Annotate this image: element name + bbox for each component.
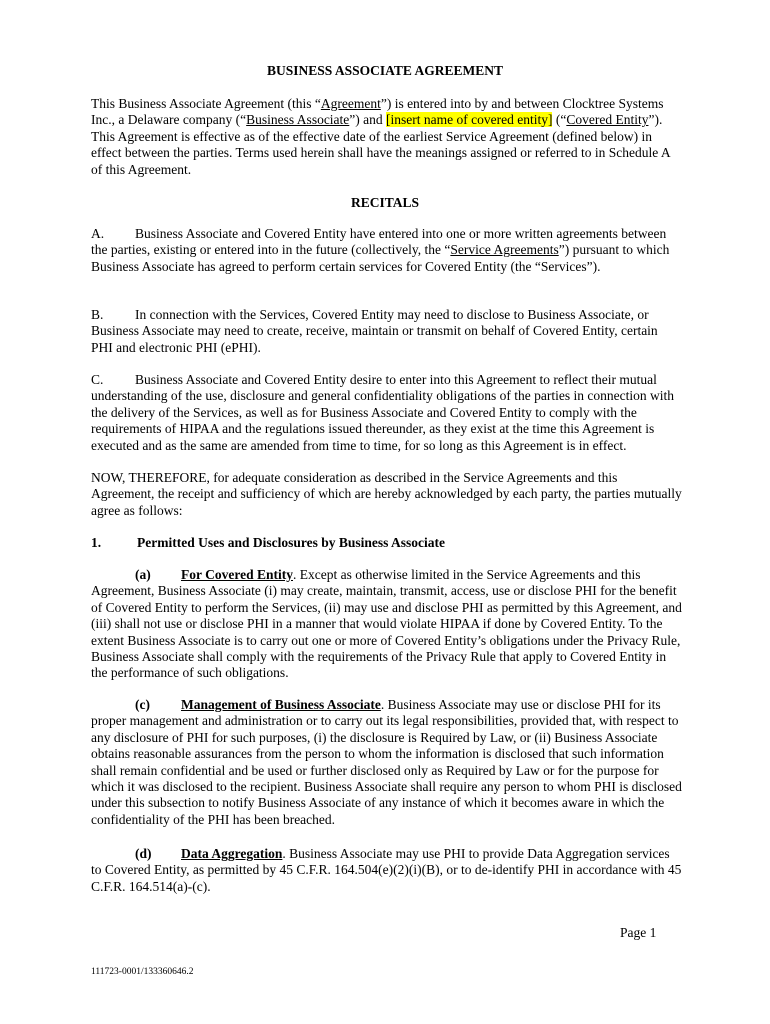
paragraph-d-label: (d)	[135, 846, 152, 861]
recital-a-label: A.	[91, 226, 105, 241]
section-1-heading	[91, 535, 682, 551]
recital-c	[91, 372, 682, 454]
paragraph-d-text: . Business Associate may use PHI to provide Data Aggregation services to Covered Entity, as permitted by 45 C.F.R. 164.504(e)(2)(i)(B), or to de-identify PHI in accordance with 45 C.F.R. 164.514(a)-(c).	[91, 846, 682, 894]
agreement-defined-term: Agreement	[320, 96, 381, 111]
document-title: BUSINESS ASSOCIATE AGREEMENT	[266, 63, 504, 78]
paragraph-c-label: (c)	[135, 697, 150, 712]
recital-b-text: In connection with the Services, Covered Entity may need to disclose to Business Associate, or Business Associate may need to create, receive, maintain or transmit on behalf of Covered Entity, certain PHI and electronic PHI (ePHI).	[91, 307, 658, 355]
recital-b	[91, 307, 682, 356]
paragraph-c-text: . Business Associate may use or disclose PHI for its proper management and administration or to carry out its legal responsibilities, provided that, with respect to any disclosure of PHI for such purposes, (i) the disclosure is Required by Law, or (ii) Business Associate obtains reasonable assurances from the person to whom the information is disclosed that such information shall remain confidential and be used or further disclosed only as Required by Law or for the purpose for which it was disclosed to the recipient. Business Associate shall require any person to whom PHI is disclosed under this subsection to notify Business Associate of any instance of which it becomes aware in which the confidentiality of the PHI has been breached.	[91, 697, 682, 827]
recital-b-label: B.	[91, 307, 104, 322]
service-agreements-defined-term: Service Agreements	[450, 242, 559, 258]
page-number: Page 1	[620, 925, 657, 940]
recital-a	[91, 226, 682, 275]
intro-text-4: (“	[552, 112, 567, 128]
paragraph-d-heading: Data Aggregation	[181, 846, 283, 861]
section-1-number: 1.	[91, 535, 102, 550]
intro-text-2: ”) is entered into by and between Clocktree Systems Inc., a Delaware company (“	[91, 96, 664, 128]
paragraph-d	[91, 846, 682, 895]
now-therefore-paragraph: NOW, THEREFORE, for adequate consideration as described in the Service Agreements and this Agreement, the receipt and sufficiency of which are hereby acknowledged by each party, the parties mutually agree as follows:	[91, 470, 682, 518]
recital-c-text: Business Associate and Covered Entity desire to enter into this Agreement to reflect their mutual understanding of the use, disclosure and general confidentiality obligations of the parties in connection with the delivery of the Services, as well as for Business Associate and Covered Entity to comply with the requirements of HIPAA and the regulations issued thereunder, as they exist at the time this Agreement is executed and as the same are amended from time to time, for so long as this Agreement is in effect.	[91, 372, 674, 453]
recitals-heading: RECITALS	[350, 195, 420, 210]
intro-paragraph	[91, 96, 682, 178]
paragraph-a	[91, 567, 682, 682]
intro-text-5: ”). This Agreement is effective as of the effective date of the earliest Service Agreement (defined below) in effect between the parties. Terms used herein shall have the meanings assigned or referred to in Schedule A of this Agreement.	[91, 112, 670, 177]
covered-entity-defined-term: Covered Entity	[566, 112, 649, 128]
intro-text-1: This Business Associate Agreement (this “	[91, 96, 321, 111]
recital-a-text-2: ”) pursuant to which Business Associate has agreed to perform certain services for Covered Entity (the “Services”).	[91, 242, 670, 274]
paragraph-a-label: (a)	[135, 567, 151, 582]
covered-entity-placeholder: [insert name of covered entity]	[386, 112, 553, 128]
section-1-title: Permitted Uses and Disclosures by Business Associate	[137, 535, 446, 550]
paragraph-c	[91, 697, 682, 828]
paragraph-a-heading: For Covered Entity	[181, 567, 293, 582]
intro-text-3: ”) and	[349, 112, 387, 128]
paragraph-c-heading: Management of Business Associate	[181, 697, 381, 712]
business-associate-defined-term: Business Associate	[246, 112, 350, 128]
paragraph-a-text: . Except as otherwise limited in the Service Agreements and this Agreement, Business Associate (i) may create, maintain, transmit, access, use or disclose PHI for the benefit of Covered Entity to perform the Services, (ii) may use and disclose PHI as permitted by this Agreement, and (iii) shall not use or disclose PHI in a manner that would violate HIPAA if done by Covered Entity. To the extent Business Associate is to carry out one or more of Covered Entity’s obligations under the Privacy Rule, Business Associate shall comply with the requirements of the Privacy Rule that apply to Covered Entity in the performance of such obligations.	[91, 567, 682, 681]
recital-c-label: C.	[91, 372, 104, 387]
document-id: 111723-0001/133360646.2	[91, 967, 194, 977]
recital-a-text-1: Business Associate and Covered Entity have entered into one or more written agreements between the parties, existing or entered into in the future (collectively, the “	[91, 226, 667, 258]
